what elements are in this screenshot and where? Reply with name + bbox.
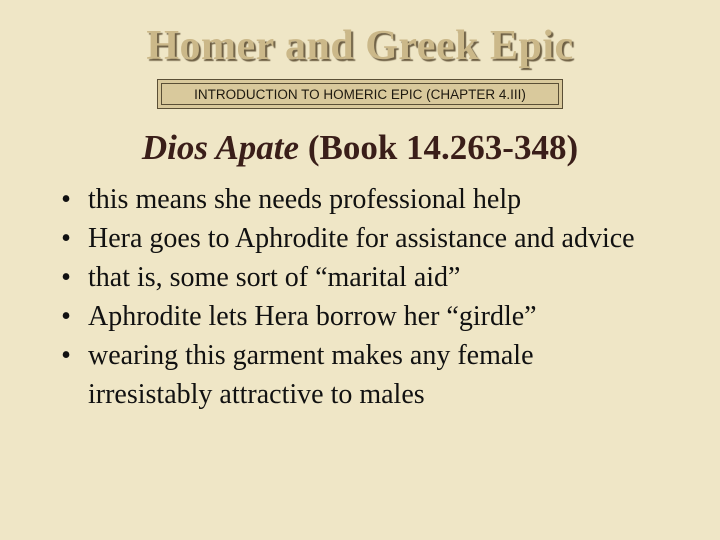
subtitle-text: INTRODUCTION TO HOMERIC EPIC (CHAPTER 4.III) [161, 83, 559, 105]
bullet-dot: • [61, 223, 71, 254]
bullet-item [56, 219, 656, 258]
bullet-dot: • [61, 301, 71, 332]
bullet-item [56, 336, 656, 414]
bullet-text: Hera goes to Aphrodite for assistance and advice [88, 223, 635, 254]
heading-italic-title: Dios Apate [141, 128, 300, 167]
bullet-dot: • [61, 340, 71, 371]
bullet-text: that is, some sort of “marital aid” [88, 262, 461, 293]
bullet-item [56, 297, 656, 336]
bullet-item [56, 180, 656, 219]
bullet-list [56, 180, 656, 414]
bullet-text: this means she needs professional help [88, 184, 522, 215]
slide-title: Homer and Greek Epic [146, 23, 574, 69]
bullet-dot: • [61, 262, 71, 293]
bullet-text: wearing this garment makes any female irresistably attractive to males [88, 340, 534, 410]
bullet-item [56, 258, 656, 297]
heading-book-reference: (Book 14.263-348) [299, 128, 579, 167]
section-heading [0, 128, 720, 168]
subtitle-box [157, 79, 563, 109]
bullet-dot: • [61, 184, 71, 215]
bullet-text: Aphrodite lets Hera borrow her “girdle” [88, 301, 537, 332]
